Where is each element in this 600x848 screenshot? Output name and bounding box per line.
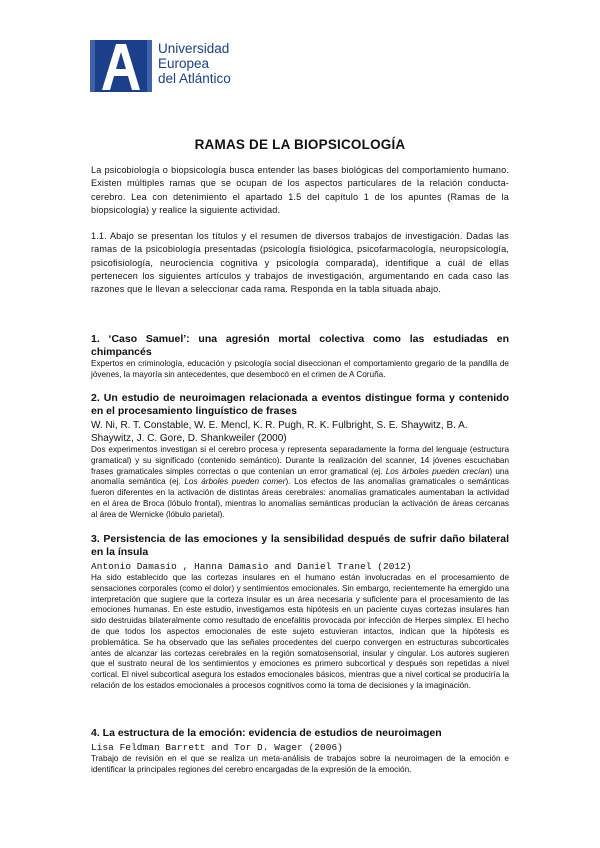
logo-line-2: Europea	[158, 56, 210, 71]
article-body: Ha sido establecido que las cortezas insulares en el humano están involucradas en el procesamiento de sensaciones corporales (como el dolor) y sentimientos emocionales. Sin embargo, recientemente ha emergido una interpretación que sugiere que la corteza insular es un área necesaria y suficiente para el procesamiento de las emociones humanas. En este estudio, investigamos esta hipótesis en un paciente cuyas cortezas insulares han sido destruidas bilateralmente como resultado de encefalitis provocada por infección de Herpes simplex. El hecho de que todos los aspectos emocionales de este sujeto estuvieran intactos, indican que la hipótesis es problemática. Se ha observado que las señales procedentes del cuerpo convergen en estructuras subcorticales antes de alcanzar las cortezas cerebrales en la región somatosensorial, insular y cingular. Los autores sugieren que el sustrato neural de los sentimientos y emociones es primero subcortical y después son repetidas a nivel cortical. El nivel subcortical asegura los estados emocionales básicos, mientras que a nivel cortical se produciría la relación de los estados emocionales a procesos cognitivos como la toma de decisiones y la imaginación.	[91, 573, 509, 690]
article-section-1	[91, 333, 509, 381]
body-text: Dos experimentos investigan si el cerebro procesa y representa separadamente la forma del lenguaje (estructura gramatical) y su significado (contenido semántico). Durante la realización del scanner, 14 jóvenes escuchaban frases gramaticales simples correctas o que contenían un error gramatical (ej.	[91, 445, 509, 476]
body-text: ) una anomalía semántica (ej.	[91, 466, 509, 487]
example-sentence: Los árboles pueden comer	[184, 477, 286, 487]
body-text: ). Los efectos de las anomalías gramaticales o semánticas fueron diferentes en la activación de distintas áreas cerebrales: anomalías gramaticales aumentaban la actividad en el área de Broca (lóbulo frontal), mientras lo anomalías semánticas producían la activación de áreas cercanas al área de Wernicke (lóbulo parietal).	[91, 477, 509, 519]
article-authors: Antonio Damasio , Hanna Damasio and Daniel Tranel (2012)	[91, 561, 412, 572]
article-section-4	[91, 727, 509, 776]
university-logo	[90, 40, 250, 92]
article-heading: 3. Persistencia de las emociones y la sensibilidad después de sufrir daño bilateral en la ínsula	[91, 533, 509, 558]
article-body: Expertos en criminología, educación y psicología social diseccionan el comportamiento gregario de la pandilla de jóvenes, la mayoría sin antecedentes, que desembocó en el crimen de A Coruña.	[91, 359, 509, 379]
article-heading: 4. La estructura de la emoción: evidencia de estudios de neuroimagen	[91, 727, 442, 739]
article-body: Trabajo de revisión en el que se realiza un meta-análisis de trabajos sobre la neuroimagen de la emoción e identificar la principales regiones del cerebro encargadas de la expresión de la emoción.	[91, 754, 509, 774]
example-sentence: Los árboles pueden crecían	[385, 466, 490, 476]
article-heading: 1. ‘Caso Samuel’: una agresión mortal colectiva como las estudiadas en chimpancés	[91, 333, 509, 358]
logo-line-3: del Atlántico	[158, 71, 231, 86]
article-heading: 2. Un estudio de neuroimagen relacionada a eventos distingue forma y contenido en el procesamiento linguístico de frases	[91, 392, 509, 417]
page-title: RAMAS DE LA BIOPSICOLOGÍA	[194, 137, 406, 152]
article-body	[91, 445, 509, 521]
university-name	[158, 41, 231, 86]
logo-line-1: Universidad	[158, 41, 230, 56]
university-a-logo-icon	[90, 40, 152, 92]
article-section-2	[91, 392, 509, 521]
instructions-paragraph: 1.1. Abajo se presentan los títulos y el resumen de diversos trabajos de investigación. Dadas las ramas de la psicobiología presentadas (psicología fisiológica, psicofarmacología, neuropsicología, psicofisiología, neurociencia cognitiva y psicología comparada), identifique a cuál de ellas pertenecen los siguientes artículos y trabajos de investigación, argumentando en cada caso las razones que le llevan a seleccionar cada rama. Responda en la tabla situada abajo.	[91, 231, 509, 295]
intro-paragraph: La psicobiología o biopsicología busca entender las bases biológicas del comportamiento humano. Existen múltiples ramas que se ocupan de los aspectos particulares de la relación conducta-cerebro. Lea con detenimiento el apartado 1.5 del capítulo 1 de los apuntes (Ramas de la biopsicología) y realice la siguiente actividad.	[91, 165, 509, 215]
article-authors: Lisa Feldman Barrett and Tor D. Wager (2006)	[91, 742, 343, 753]
article-authors: W. Ni, R. T. Constable, W. E. Mencl, K. R. Pugh, R. K. Fulbright, S. E. Shaywitz, B. A. Shaywitz, J. C. Gore, D. Shankweiler (2000)	[91, 420, 468, 444]
article-section-3	[91, 533, 509, 692]
